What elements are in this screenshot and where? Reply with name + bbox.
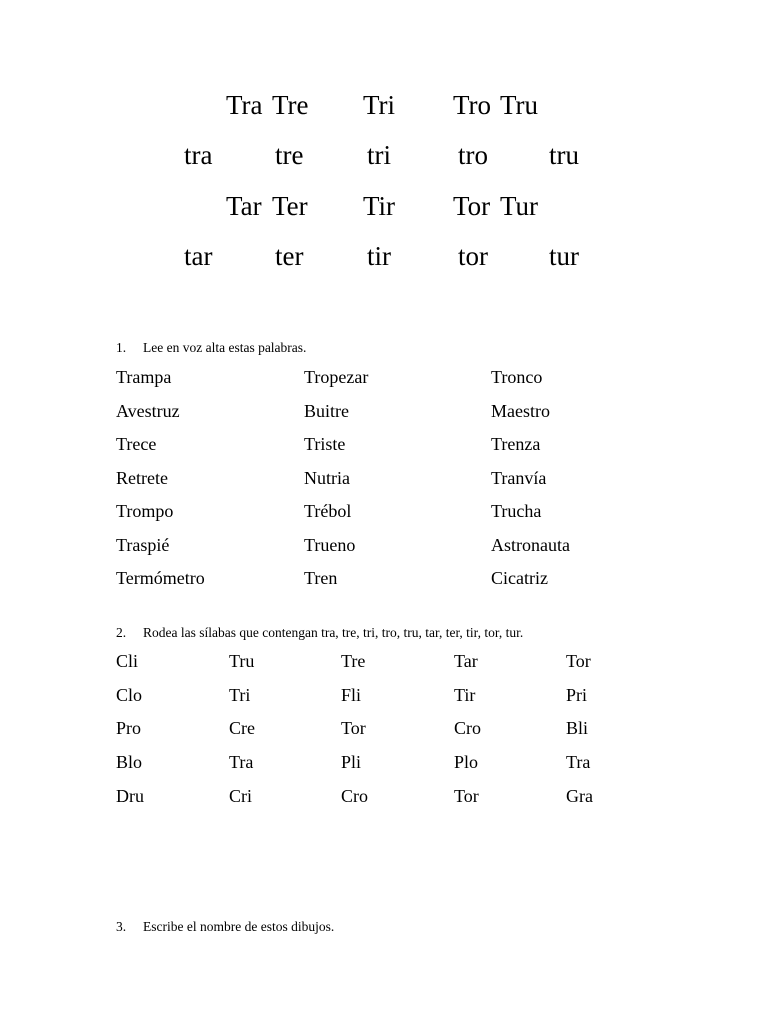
exercise-2-number: 2. <box>116 625 127 640</box>
syllable: tro <box>458 140 488 170</box>
word-item: Trenza <box>491 434 541 454</box>
word-item: Tranvía <box>491 467 547 488</box>
syllable: Tur <box>500 191 539 221</box>
syllable-cell: Tri <box>229 684 251 705</box>
word-item: Trucha <box>491 501 542 521</box>
word-item: Traspié <box>116 534 170 555</box>
syllable: Ter <box>272 191 308 221</box>
word-item: Trueno <box>304 534 356 555</box>
word-item: Astronauta <box>491 534 570 555</box>
syllable-cell: Blo <box>116 752 143 773</box>
syllable: ter <box>275 241 304 271</box>
syllable: Tir <box>363 191 396 221</box>
word-item: Buitre <box>304 400 349 421</box>
syllable: Tra <box>226 90 263 120</box>
syllable: Tri <box>363 90 396 120</box>
word-item: Triste <box>304 434 346 454</box>
syllable-cell: Tar <box>454 651 478 671</box>
syllable-cell: Bli <box>566 718 589 739</box>
syllable-cell: Dru <box>116 785 144 806</box>
word-item: Maestro <box>491 400 550 421</box>
syllable-cell: Tor <box>454 785 479 806</box>
word-item: Trébol <box>304 501 352 521</box>
syllable: tru <box>549 140 579 170</box>
syllable: tri <box>367 140 391 170</box>
syllable: Tru <box>500 90 539 120</box>
syllable-cell: Tra <box>229 752 254 773</box>
exercise-2-instruction: Rodea las sílabas que contengan tra, tre, tri, tro, tru, tar, ter, tir, tor, tur. <box>143 625 524 640</box>
syllable: tir <box>367 241 391 271</box>
syllable-cell: Cro <box>454 718 481 739</box>
syllable: tur <box>549 241 579 271</box>
syllable-cell: Tor <box>341 718 366 739</box>
syllable: Tar <box>226 191 262 221</box>
word-item: Trece <box>116 434 157 454</box>
exercise-3-number: 3. <box>116 919 127 934</box>
word-item: Termómetro <box>116 568 205 588</box>
syllable: tor <box>458 241 488 271</box>
syllable: Tor <box>453 191 491 221</box>
syllable-cell: Gra <box>566 785 593 806</box>
syllable-cell: Cli <box>116 651 139 671</box>
word-item: Cicatriz <box>491 568 548 588</box>
syllable-cell: Tre <box>341 651 366 671</box>
syllable-cell: Clo <box>116 684 143 705</box>
syllable-cell: Pri <box>566 684 588 705</box>
word-item: Tronco <box>491 367 543 387</box>
word-item: Tropezar <box>304 367 369 387</box>
syllable: tre <box>275 140 304 170</box>
word-item: Avestruz <box>116 400 180 421</box>
syllable-cell: Tir <box>454 684 476 705</box>
syllable: tra <box>184 140 213 170</box>
word-item: Tren <box>304 568 338 588</box>
word-item: Nutria <box>304 467 350 488</box>
syllable-cell: Tra <box>566 752 591 773</box>
syllable-cell: Tor <box>566 651 591 671</box>
syllable: Tre <box>272 90 309 120</box>
syllable-cell: Cre <box>229 718 255 739</box>
word-item: Retrete <box>116 467 168 488</box>
word-item: Trompo <box>116 501 174 521</box>
syllable-cell: Fli <box>341 684 362 705</box>
syllable: tar <box>184 241 213 271</box>
syllable-cell: Cro <box>341 785 368 806</box>
exercise-1-number: 1. <box>116 340 127 355</box>
syllable-cell: Pli <box>341 752 362 773</box>
syllable-cell: Tru <box>229 651 255 671</box>
syllable-cell: Plo <box>454 752 479 773</box>
word-item: Trampa <box>116 367 172 387</box>
exercise-3-instruction: Escribe el nombre de estos dibujos. <box>143 919 335 934</box>
syllable-cell: Cri <box>229 785 253 806</box>
syllable-cell: Pro <box>116 718 142 739</box>
exercise-1-instruction: Lee en voz alta estas palabras. <box>143 340 307 355</box>
syllable: Tro <box>453 90 492 120</box>
